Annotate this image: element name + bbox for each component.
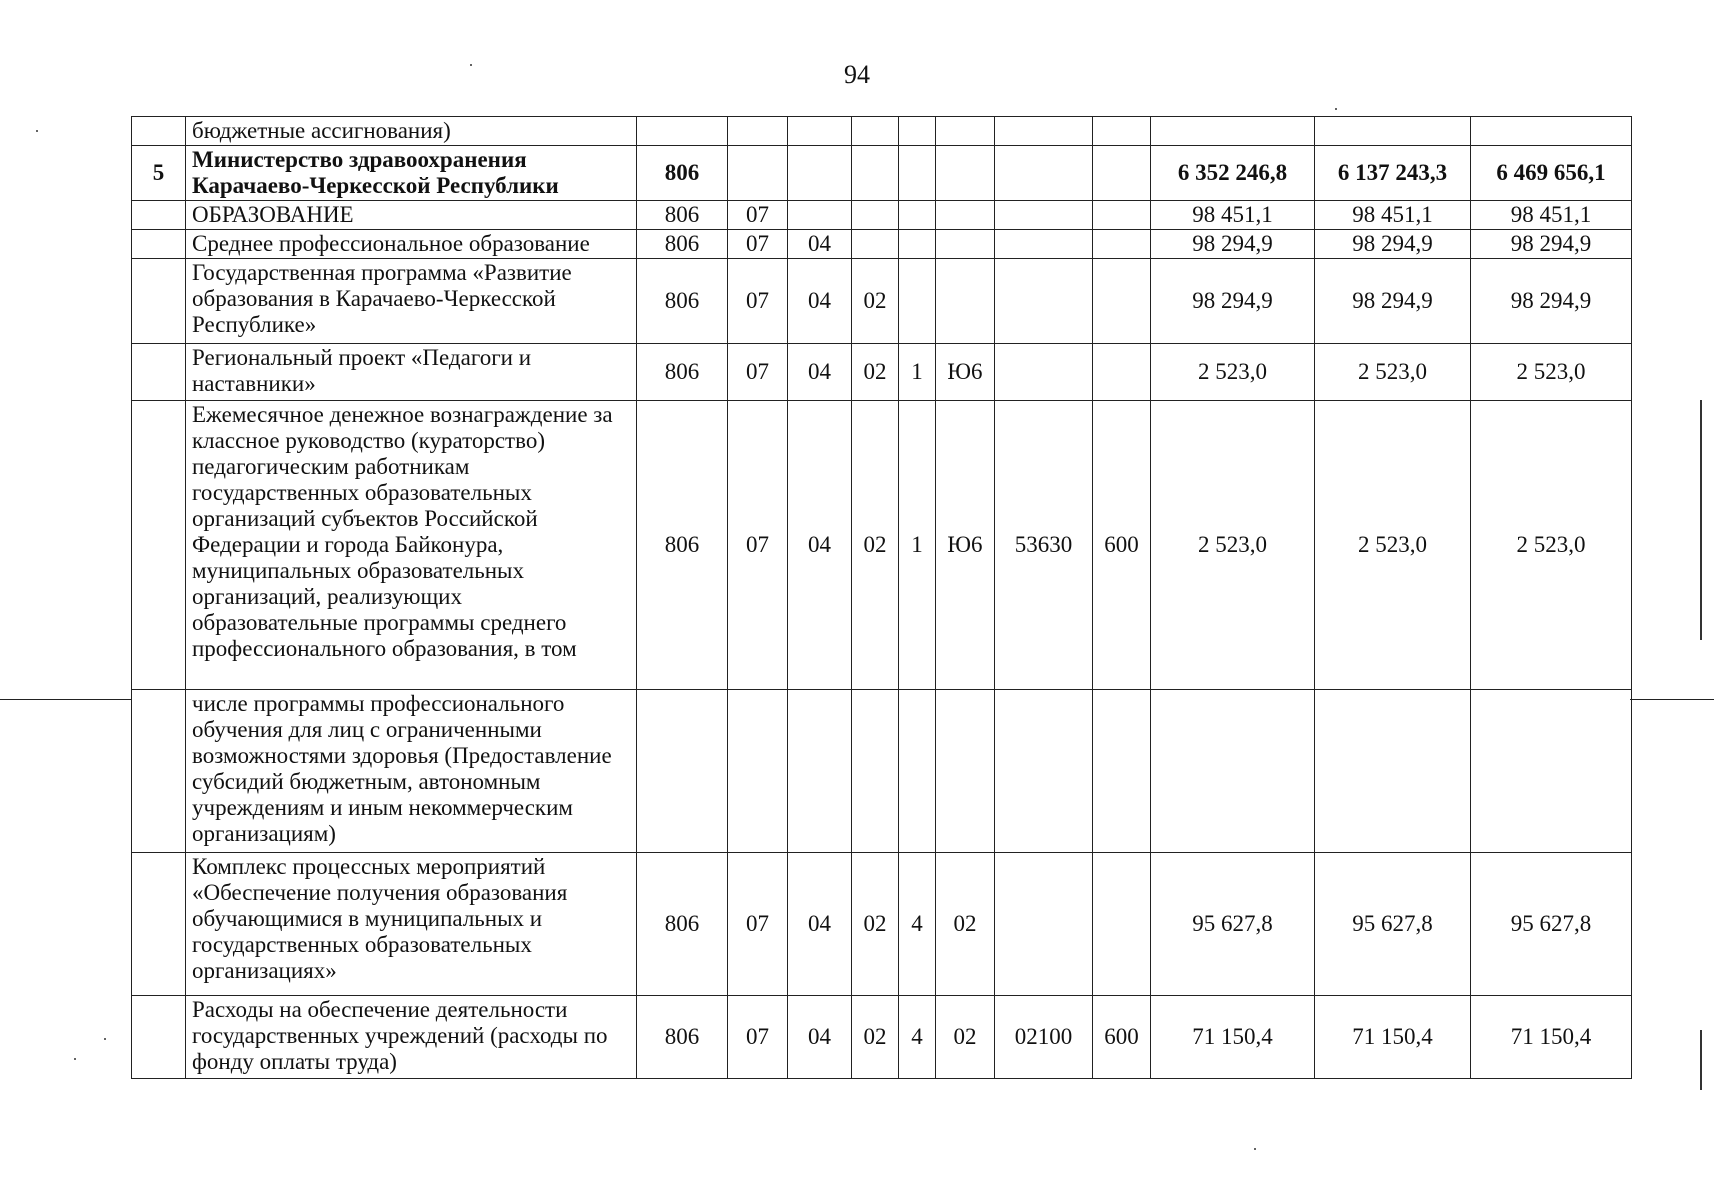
grbs-code-cell (637, 689, 728, 852)
amount-year-3-cell: 71 150,4 (1471, 995, 1632, 1078)
subsection-code-cell: 04 (788, 343, 852, 400)
program-code-cell: 02 (852, 400, 899, 689)
row-number-cell (132, 852, 186, 995)
item-name-cell: бюджетные ассигнования) (186, 117, 637, 146)
expense-type-cell (1093, 689, 1151, 852)
grbs-code-cell: 806 (637, 229, 728, 258)
grbs-code-cell: 806 (637, 400, 728, 689)
amount-year-1-cell: 98 294,9 (1151, 258, 1315, 343)
scan-speck (470, 64, 472, 66)
expense-direction-cell (995, 258, 1093, 343)
expense-direction-cell (995, 145, 1093, 200)
scan-speck (1335, 108, 1337, 110)
scan-speck (74, 1058, 76, 1060)
item-name-cell: Комплекс процессных мероприятий «Обеспечение получения образования обучающимися в муниципальных и государственных образовательных организациях» (186, 852, 637, 995)
item-name-cell: Региональный проект «Педагоги и наставники» (186, 343, 637, 400)
expense-type-cell (1093, 200, 1151, 229)
program-code-cell: 02 (852, 343, 899, 400)
table-row (132, 852, 1632, 995)
table-row (132, 689, 1632, 852)
amount-year-2-cell: 98 451,1 (1315, 200, 1471, 229)
scan-edge-mark (1700, 400, 1702, 640)
subsection-code-cell (788, 689, 852, 852)
structure-element-cell: 02 (936, 852, 995, 995)
item-name-cell: Среднее профессиональное образование (186, 229, 637, 258)
amount-year-1-cell: 2 523,0 (1151, 400, 1315, 689)
program-code-cell (852, 200, 899, 229)
expense-direction-cell (995, 200, 1093, 229)
structure-type-cell: 4 (899, 995, 936, 1078)
expense-direction-cell (995, 343, 1093, 400)
amount-year-3-cell: 2 523,0 (1471, 343, 1632, 400)
expense-type-cell (1093, 343, 1151, 400)
structure-type-cell (899, 145, 936, 200)
row-number-cell (132, 117, 186, 146)
section-code-cell: 07 (728, 400, 788, 689)
scan-speck (36, 130, 38, 132)
expense-type-cell: 600 (1093, 400, 1151, 689)
row-number-cell (132, 258, 186, 343)
subsection-code-cell: 04 (788, 258, 852, 343)
amount-year-2-cell: 98 294,9 (1315, 229, 1471, 258)
structure-element-cell (936, 229, 995, 258)
amount-year-3-cell: 98 451,1 (1471, 200, 1632, 229)
structure-type-cell: 1 (899, 400, 936, 689)
page-fold-line-left (0, 699, 132, 700)
amount-year-1-cell (1151, 689, 1315, 852)
grbs-code-cell: 806 (637, 145, 728, 200)
structure-type-cell (899, 258, 936, 343)
table-row (132, 400, 1632, 689)
structure-element-cell: 02 (936, 995, 995, 1078)
page-number: 94 (844, 60, 870, 89)
item-name-cell: Государственная программа «Развитие образования в Карачаево-Черкесской Республике» (186, 258, 637, 343)
amount-year-2-cell: 95 627,8 (1315, 852, 1471, 995)
subsection-code-cell: 04 (788, 852, 852, 995)
item-name-cell: числе программы профессионального обучения для лиц с ограниченными возможностями здоровья (Предоставление субсидий бюджетным, автономным учреждениям и иным некоммерческим организациям) (186, 689, 637, 852)
section-code-cell: 07 (728, 229, 788, 258)
expense-type-cell: 600 (1093, 995, 1151, 1078)
amount-year-1-cell: 2 523,0 (1151, 343, 1315, 400)
expense-direction-cell (995, 117, 1093, 146)
scan-speck (1254, 1148, 1256, 1150)
section-code-cell: 07 (728, 343, 788, 400)
amount-year-2-cell: 98 294,9 (1315, 258, 1471, 343)
row-number-cell: 5 (132, 145, 186, 200)
structure-element-cell (936, 117, 995, 146)
expense-direction-cell (995, 229, 1093, 258)
section-code-cell (728, 689, 788, 852)
structure-element-cell: Ю6 (936, 343, 995, 400)
amount-year-2-cell: 6 137 243,3 (1315, 145, 1471, 200)
program-code-cell: 02 (852, 258, 899, 343)
amount-year-3-cell (1471, 689, 1632, 852)
item-name-cell: Министерство здравоохранения Карачаево-Черкесской Республики (186, 145, 637, 200)
budget-allocation-table (131, 116, 1632, 1079)
amount-year-1-cell: 98 451,1 (1151, 200, 1315, 229)
grbs-code-cell: 806 (637, 200, 728, 229)
item-name-cell: Ежемесячное денежное вознаграждение за классное руководство (кураторство) педагогическим работникам государственных образовательных организаций субъектов Российской Федерации и города Байконура, муниципальных образовательных организаций, реализующих образовательные программы среднего профессионального образования, в том (186, 400, 637, 689)
table-row (132, 343, 1632, 400)
page-fold-line-right (1630, 699, 1714, 700)
row-number-cell (132, 995, 186, 1078)
scan-speck (104, 1038, 106, 1040)
structure-element-cell (936, 200, 995, 229)
program-code-cell: 02 (852, 995, 899, 1078)
amount-year-1-cell: 71 150,4 (1151, 995, 1315, 1078)
structure-type-cell: 4 (899, 852, 936, 995)
amount-year-2-cell (1315, 117, 1471, 146)
expense-type-cell (1093, 117, 1151, 146)
table-row (132, 117, 1632, 146)
amount-year-3-cell: 98 294,9 (1471, 258, 1632, 343)
section-code-cell (728, 117, 788, 146)
grbs-code-cell: 806 (637, 343, 728, 400)
expense-type-cell (1093, 229, 1151, 258)
amount-year-1-cell: 6 352 246,8 (1151, 145, 1315, 200)
item-name-cell: Расходы на обеспечение деятельности государственных учреждений (расходы по фонду оплаты труда) (186, 995, 637, 1078)
table-row (132, 229, 1632, 258)
row-number-cell (132, 689, 186, 852)
structure-element-cell (936, 258, 995, 343)
structure-type-cell (899, 689, 936, 852)
row-number-cell (132, 400, 186, 689)
row-number-cell (132, 200, 186, 229)
row-number-cell (132, 229, 186, 258)
amount-year-1-cell: 98 294,9 (1151, 229, 1315, 258)
expense-type-cell (1093, 145, 1151, 200)
amount-year-3-cell: 2 523,0 (1471, 400, 1632, 689)
amount-year-3-cell: 6 469 656,1 (1471, 145, 1632, 200)
amount-year-3-cell (1471, 117, 1632, 146)
subsection-code-cell: 04 (788, 995, 852, 1078)
amount-year-1-cell: 95 627,8 (1151, 852, 1315, 995)
table-row (132, 995, 1632, 1078)
expense-direction-cell: 02100 (995, 995, 1093, 1078)
amount-year-2-cell (1315, 689, 1471, 852)
amount-year-2-cell: 2 523,0 (1315, 400, 1471, 689)
structure-type-cell (899, 117, 936, 146)
table-row (132, 258, 1632, 343)
structure-type-cell: 1 (899, 343, 936, 400)
amount-year-3-cell: 95 627,8 (1471, 852, 1632, 995)
amount-year-3-cell: 98 294,9 (1471, 229, 1632, 258)
amount-year-2-cell: 2 523,0 (1315, 343, 1471, 400)
program-code-cell (852, 229, 899, 258)
section-code-cell: 07 (728, 995, 788, 1078)
subsection-code-cell (788, 145, 852, 200)
program-code-cell (852, 145, 899, 200)
row-number-cell (132, 343, 186, 400)
subsection-code-cell: 04 (788, 400, 852, 689)
expense-type-cell (1093, 258, 1151, 343)
subsection-code-cell: 04 (788, 229, 852, 258)
item-name-cell: ОБРАЗОВАНИЕ (186, 200, 637, 229)
section-code-cell: 07 (728, 200, 788, 229)
structure-type-cell (899, 200, 936, 229)
expense-type-cell (1093, 852, 1151, 995)
structure-type-cell (899, 229, 936, 258)
program-code-cell (852, 117, 899, 146)
amount-year-1-cell (1151, 117, 1315, 146)
section-code-cell: 07 (728, 258, 788, 343)
structure-element-cell: Ю6 (936, 400, 995, 689)
expense-direction-cell (995, 852, 1093, 995)
section-code-cell: 07 (728, 852, 788, 995)
grbs-code-cell: 806 (637, 852, 728, 995)
expense-direction-cell: 53630 (995, 400, 1093, 689)
grbs-code-cell (637, 117, 728, 146)
structure-element-cell (936, 689, 995, 852)
table-row (132, 145, 1632, 200)
expense-direction-cell (995, 689, 1093, 852)
table-row (132, 200, 1632, 229)
program-code-cell (852, 689, 899, 852)
structure-element-cell (936, 145, 995, 200)
scan-edge-mark (1700, 1030, 1702, 1090)
program-code-cell: 02 (852, 852, 899, 995)
subsection-code-cell (788, 200, 852, 229)
section-code-cell (728, 145, 788, 200)
subsection-code-cell (788, 117, 852, 146)
amount-year-2-cell: 71 150,4 (1315, 995, 1471, 1078)
grbs-code-cell: 806 (637, 258, 728, 343)
grbs-code-cell: 806 (637, 995, 728, 1078)
